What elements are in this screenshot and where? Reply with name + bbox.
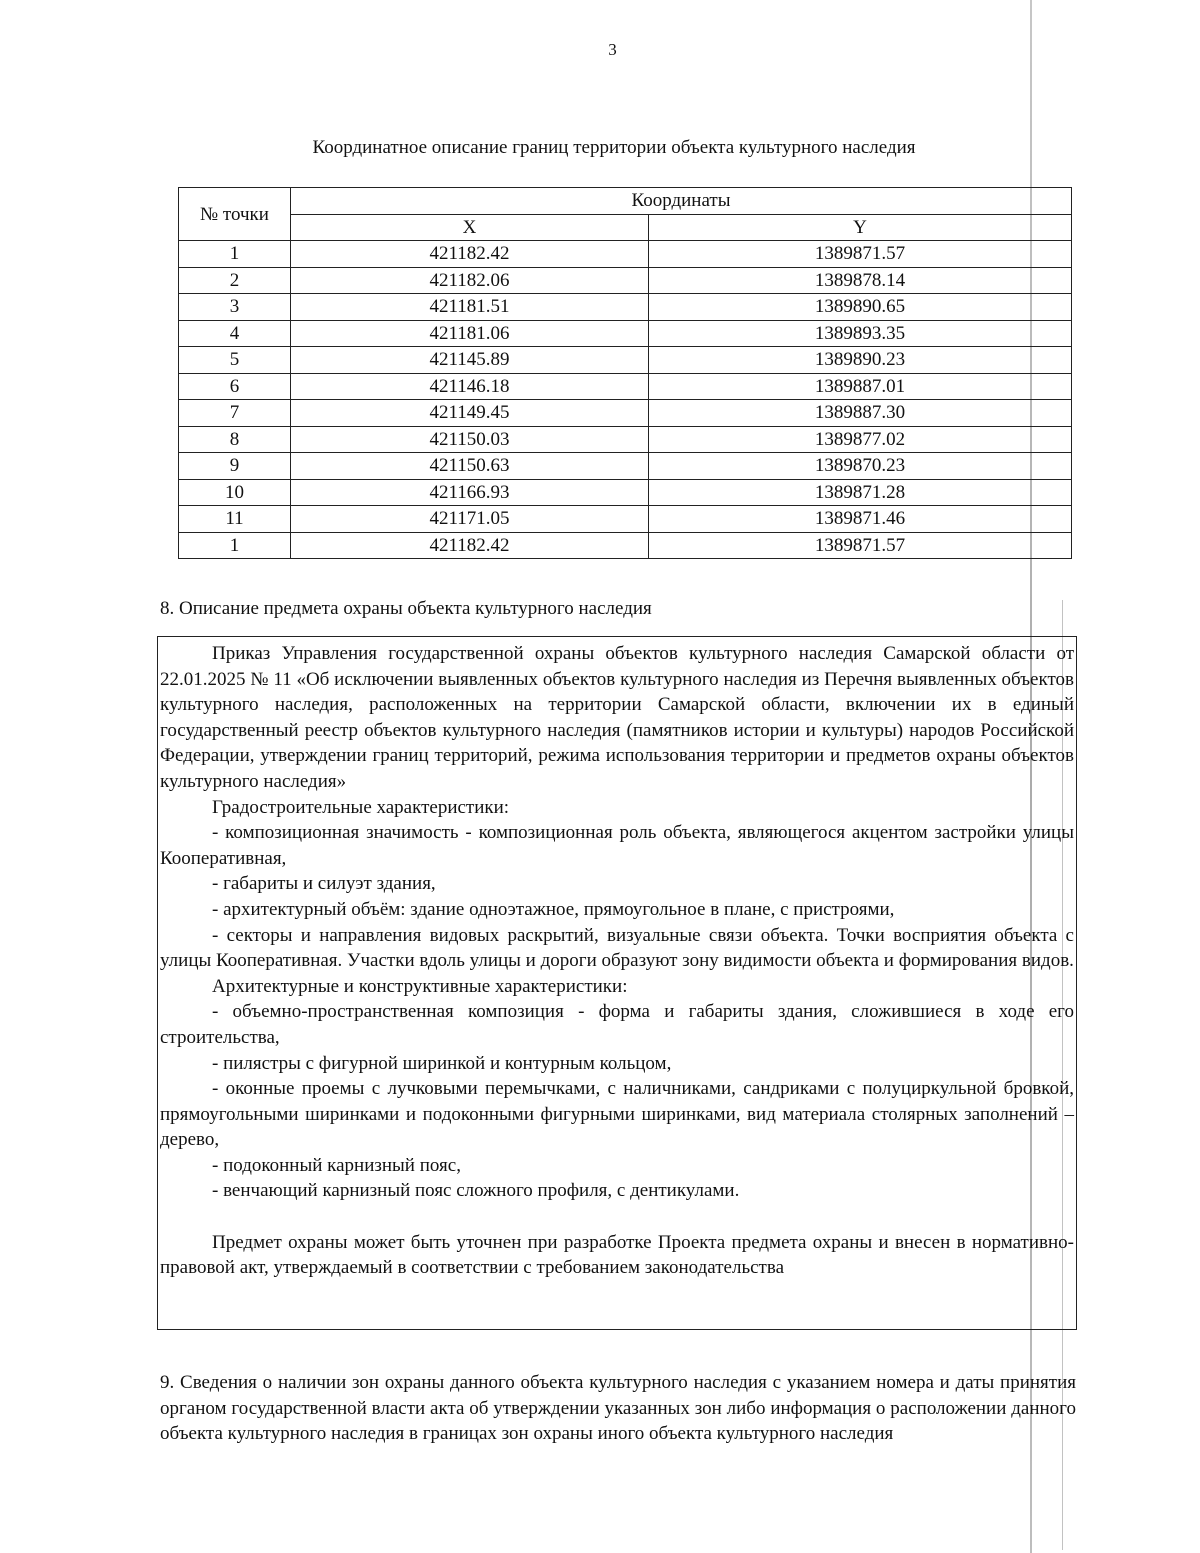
section-9-text: 9. Сведения о наличии зон охраны данного объекта культурного наследия с указанием номера и даты принятия органом государственной власти акта об утверждении указанных зон либо информация о расположении данного объекта культурного наследия в границах зон охраны иного объекта культурного наследия	[160, 1372, 1076, 1445]
cell-y: 1389871.28	[649, 479, 1072, 506]
box-paragraph: - композиционная значимость - композиционная роль объекта, являющегося акцентом застройки улицы Кооперативная,	[160, 822, 1074, 869]
header-coordinates: Координаты	[291, 188, 1072, 215]
table-row	[179, 267, 1072, 294]
table-row	[179, 373, 1072, 400]
table-row	[179, 453, 1072, 480]
box-paragraph: Архитектурные и конструктивные характеристики:	[212, 975, 628, 997]
cell-point-number: 7	[179, 400, 291, 427]
cell-y: 1389871.57	[649, 532, 1072, 559]
cell-x: 421182.06	[291, 267, 649, 294]
cell-x: 421181.06	[291, 320, 649, 347]
table-row	[179, 506, 1072, 533]
table-row	[179, 241, 1072, 268]
protection-subject-box	[157, 636, 1077, 1330]
cell-y: 1389878.14	[649, 267, 1072, 294]
cell-point-number: 6	[179, 373, 291, 400]
cell-point-number: 1	[179, 532, 291, 559]
cell-y: 1389887.01	[649, 373, 1072, 400]
cell-point-number: 1	[179, 241, 291, 268]
box-paragraph: Предмет охраны может быть уточнен при разработке Проекта предмета охраны и внесен в нормативно-правовой акт, утверждаемый в соответствии с требованием законодательства	[160, 1231, 1074, 1279]
cell-point-number: 8	[179, 426, 291, 453]
box-paragraph: - венчающий карнизный пояс сложного профиля, с дентикулами.	[212, 1180, 740, 1202]
cell-point-number: 3	[179, 294, 291, 321]
table-row	[179, 532, 1072, 559]
box-paragraph: Приказ Управления государственной охраны объектов культурного наследия Самарской области от 22.01.2025 № 11 «Об исключении выявленных объектов культурного наследия из Перечня выявленных объектов культурного наследия, расположенных на территории Самарской области, включении их в единый государственный реестр объектов культурного наследия (памятников истории и культуры) народов Российской Федерации, утверждении границ территорий, режима использования территории и предметов охраны объектов культурного наследия»	[160, 643, 1074, 792]
table-row	[179, 347, 1072, 374]
section-8-title: 8. Описание предмета охраны объекта культурного наследия	[160, 598, 652, 619]
cell-x: 421145.89	[291, 347, 649, 374]
box-paragraph: - архитектурный объём: здание одноэтажное, прямоугольное в плане, с пристроями,	[212, 898, 895, 920]
box-paragraph: - подоконный карнизный пояс,	[212, 1154, 461, 1176]
header-point-number: № точки	[179, 188, 291, 241]
box-paragraph: - оконные проемы с лучковыми перемычками, с наличниками, сандриками с полуциркульной бровкой, прямоугольными ширинками и подоконными фигурными ширинками, вид материала столярных заполнений – дерево,	[160, 1078, 1074, 1151]
box-paragraph: Градостроительные характеристики:	[212, 796, 510, 818]
table-title: Координатное описание границ территории объекта культурного наследия	[312, 137, 916, 158]
table-row	[179, 320, 1072, 347]
cell-x: 421171.05	[291, 506, 649, 533]
cell-y: 1389870.23	[649, 453, 1072, 480]
box-paragraph: - объемно-пространственная композиция - форма и габариты здания, сложившиеся в ходе его строительства,	[160, 1001, 1074, 1048]
cell-y: 1389877.02	[649, 426, 1072, 453]
cell-x: 421182.42	[291, 241, 649, 268]
cell-x: 421166.93	[291, 479, 649, 506]
cell-x: 421182.42	[291, 532, 649, 559]
box-paragraph: - пилястры с фигурной ширинкой и контурным кольцом,	[212, 1052, 672, 1074]
header-y: Y	[649, 214, 1072, 241]
cell-point-number: 2	[179, 267, 291, 294]
table-row	[179, 479, 1072, 506]
header-x: X	[291, 214, 649, 241]
cell-y: 1389871.46	[649, 506, 1072, 533]
cell-y: 1389887.30	[649, 400, 1072, 427]
cell-y: 1389893.35	[649, 320, 1072, 347]
cell-y: 1389890.23	[649, 347, 1072, 374]
cell-point-number: 5	[179, 347, 291, 374]
table-row	[179, 400, 1072, 427]
cell-point-number: 4	[179, 320, 291, 347]
table-row	[179, 294, 1072, 321]
cell-x: 421181.51	[291, 294, 649, 321]
box-paragraph: - секторы и направления видовых раскрытий, визуальные связи объекта. Точки восприятия объекта с улицы Кооперативная. Участки вдоль улицы и дороги образуют зону видимости объекта и формирования видов.	[160, 924, 1074, 972]
table-row	[179, 426, 1072, 453]
box-spacer	[160, 1204, 1074, 1230]
cell-y: 1389890.65	[649, 294, 1072, 321]
cell-x: 421150.63	[291, 453, 649, 480]
cell-y: 1389871.57	[649, 241, 1072, 268]
page-number: 3	[608, 40, 617, 59]
box-paragraph: - габариты и силуэт здания,	[212, 873, 436, 895]
cell-x: 421146.18	[291, 373, 649, 400]
coordinates-table	[178, 187, 1072, 559]
cell-point-number: 10	[179, 479, 291, 506]
cell-point-number: 9	[179, 453, 291, 480]
cell-x: 421150.03	[291, 426, 649, 453]
coordinates-table-body	[179, 241, 1072, 559]
cell-x: 421149.45	[291, 400, 649, 427]
cell-point-number: 11	[179, 506, 291, 533]
